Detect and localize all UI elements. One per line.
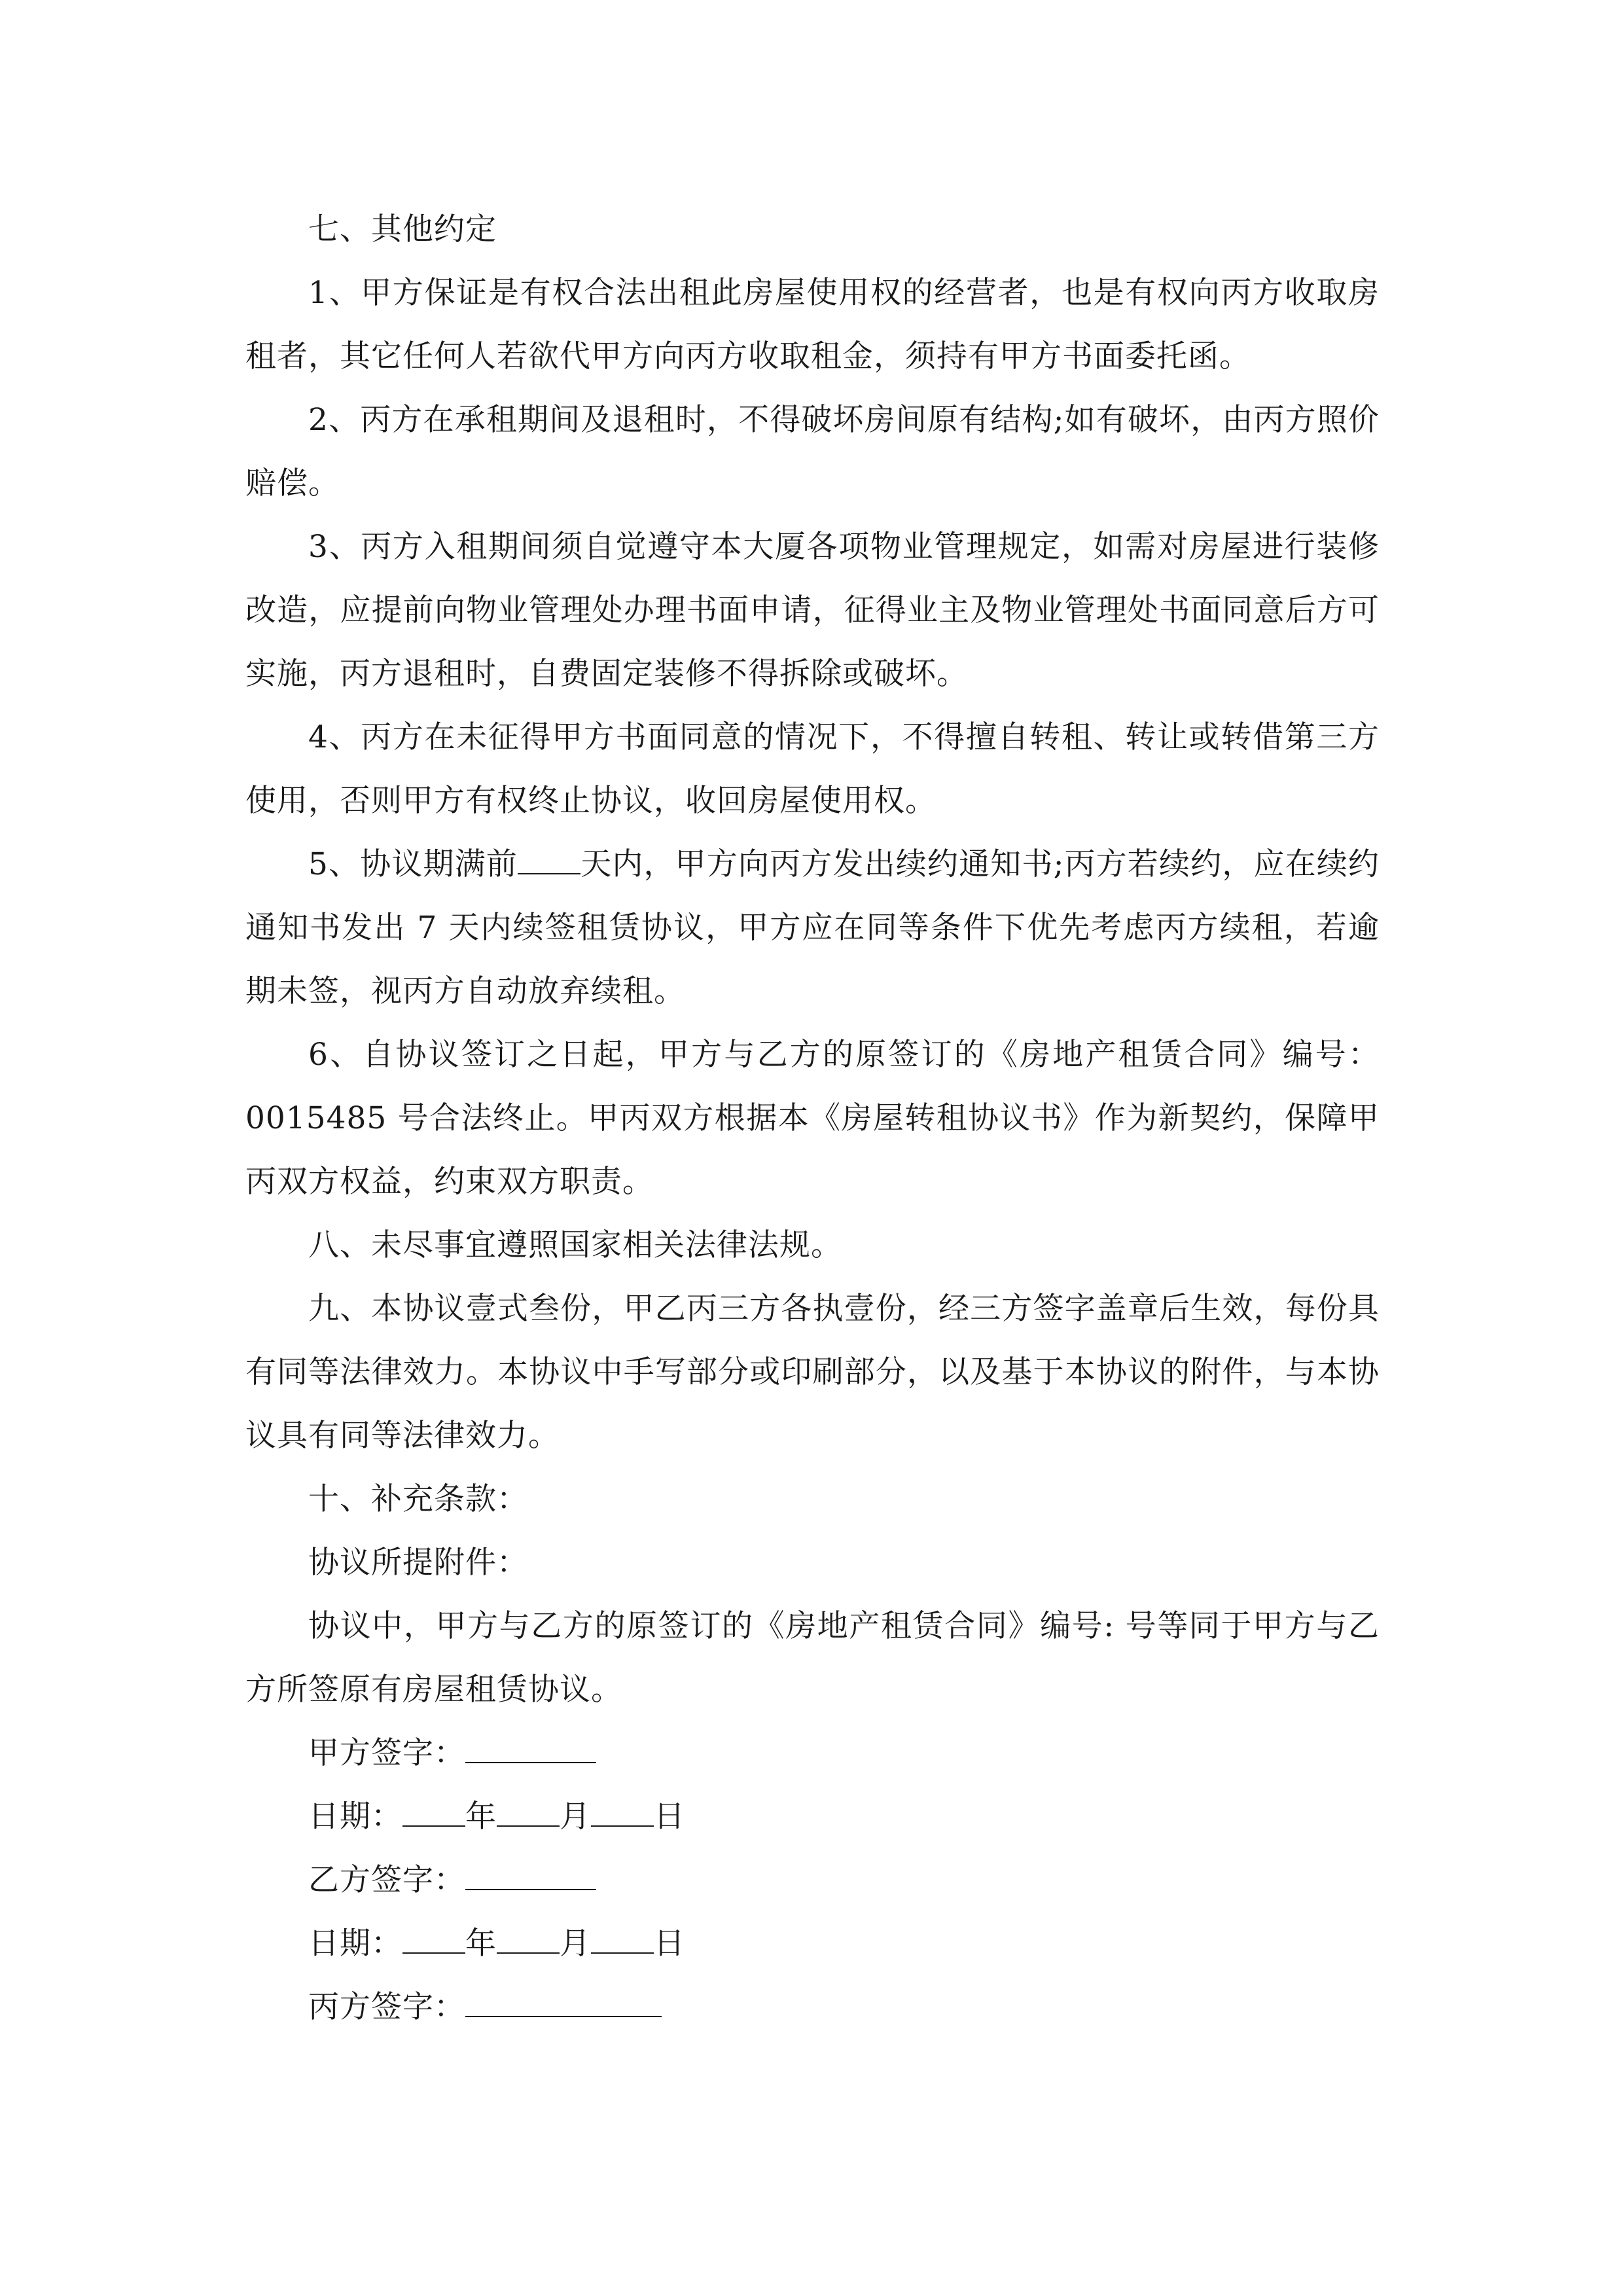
- date-label: 日期：: [308, 1926, 402, 1962]
- clause-5: [245, 833, 1380, 1023]
- party-b-date-line: [245, 1912, 1380, 1975]
- year-blank: [402, 1924, 465, 1954]
- attachments-label: 协议所提附件：: [308, 1545, 528, 1581]
- days-blank: [518, 844, 580, 874]
- party-a-signature-blank: [465, 1733, 596, 1763]
- party-c-signature-blank: [465, 1987, 662, 2017]
- clause-6: 6、自协议签订之日起，甲方与乙方的原签订的《房地产租赁合同》编号：0015485 号合法终止。甲丙双方根据本《房屋转租协议书》作为新契约，保障甲丙双方权益，约束双方职责。: [245, 1037, 1380, 1200]
- party-b-label: 乙方签字：: [308, 1862, 465, 1898]
- section-8: 八、未尽事宜遵照国家相关法律法规。: [308, 1227, 842, 1263]
- party-a-date-line: [245, 1785, 1380, 1848]
- year-label: 年: [465, 1926, 497, 1962]
- clause-4: 4、丙方在未征得甲方书面同意的情况下，不得擅自转租、转让或转借第三方使用，否则甲方有权终止协议，收回房屋使用权。: [245, 719, 1380, 819]
- party-b-signature-blank: [465, 1860, 596, 1890]
- year-label: 年: [465, 1799, 497, 1835]
- month-label: 月: [560, 1799, 591, 1835]
- clause-3: 3、丙方入租期间须自觉遵守本大厦各项物业管理规定，如需对房屋进行装修改造，应提前向物业管理处办理书面申请，征得业主及物业管理处书面同意后方可实施，丙方退租时，自费固定装修不得拆除或破坏。: [245, 529, 1380, 692]
- party-c-label: 丙方签字：: [308, 1989, 465, 2025]
- date-label: 日期：: [308, 1799, 402, 1835]
- month-blank: [497, 1797, 560, 1827]
- clause-2: 2、丙方在承租期间及退租时，不得破坏房间原有结构;如有破坏，由丙方照价赔偿。: [245, 402, 1380, 501]
- day-blank: [591, 1924, 654, 1954]
- section-9: 九、本协议壹式叁份，甲乙丙三方各执壹份，经三方签字盖章后生效，每份具有同等法律效力。本协议中手写部分或印刷部分，以及基于本协议的附件，与本协议具有同等法律效力。: [245, 1291, 1380, 1454]
- section-10-heading: 十、补充条款：: [308, 1481, 528, 1517]
- clause-1: 1、甲方保证是有权合法出租此房屋使用权的经营者，也是有权向丙方收取房租者，其它任何人若欲代甲方向丙方收取租金，须持有甲方书面委托函。: [245, 275, 1380, 374]
- section-7-heading: 七、其他约定: [308, 211, 497, 247]
- party-c-signature-line: [245, 1975, 1380, 2039]
- month-blank: [497, 1924, 560, 1954]
- document-body: [245, 198, 1380, 2039]
- party-a-label: 甲方签字：: [308, 1735, 465, 1771]
- day-label: 日: [654, 1799, 685, 1835]
- attachment-text: 协议中，甲方与乙方的原签订的《房地产租赁合同》编号: 号等同于甲方与乙方所签原有房屋租赁协议。: [245, 1608, 1380, 1708]
- year-blank: [402, 1797, 465, 1827]
- month-label: 月: [560, 1926, 591, 1962]
- party-b-signature-line: [245, 1848, 1380, 1912]
- clause-5-part-1: 5、协议期满前: [308, 846, 518, 882]
- clause-5-part-2: 天内，甲方向丙方发出续约通知书;丙方若续约，应在续约通知书发出 7 天内续签租赁协议，甲方应在同等条件下优先考虑丙方续租，若逾期未签，视丙方自动放弃续租。: [245, 846, 1380, 1009]
- day-label: 日: [654, 1926, 685, 1962]
- party-a-signature-line: [245, 1721, 1380, 1785]
- day-blank: [591, 1797, 654, 1827]
